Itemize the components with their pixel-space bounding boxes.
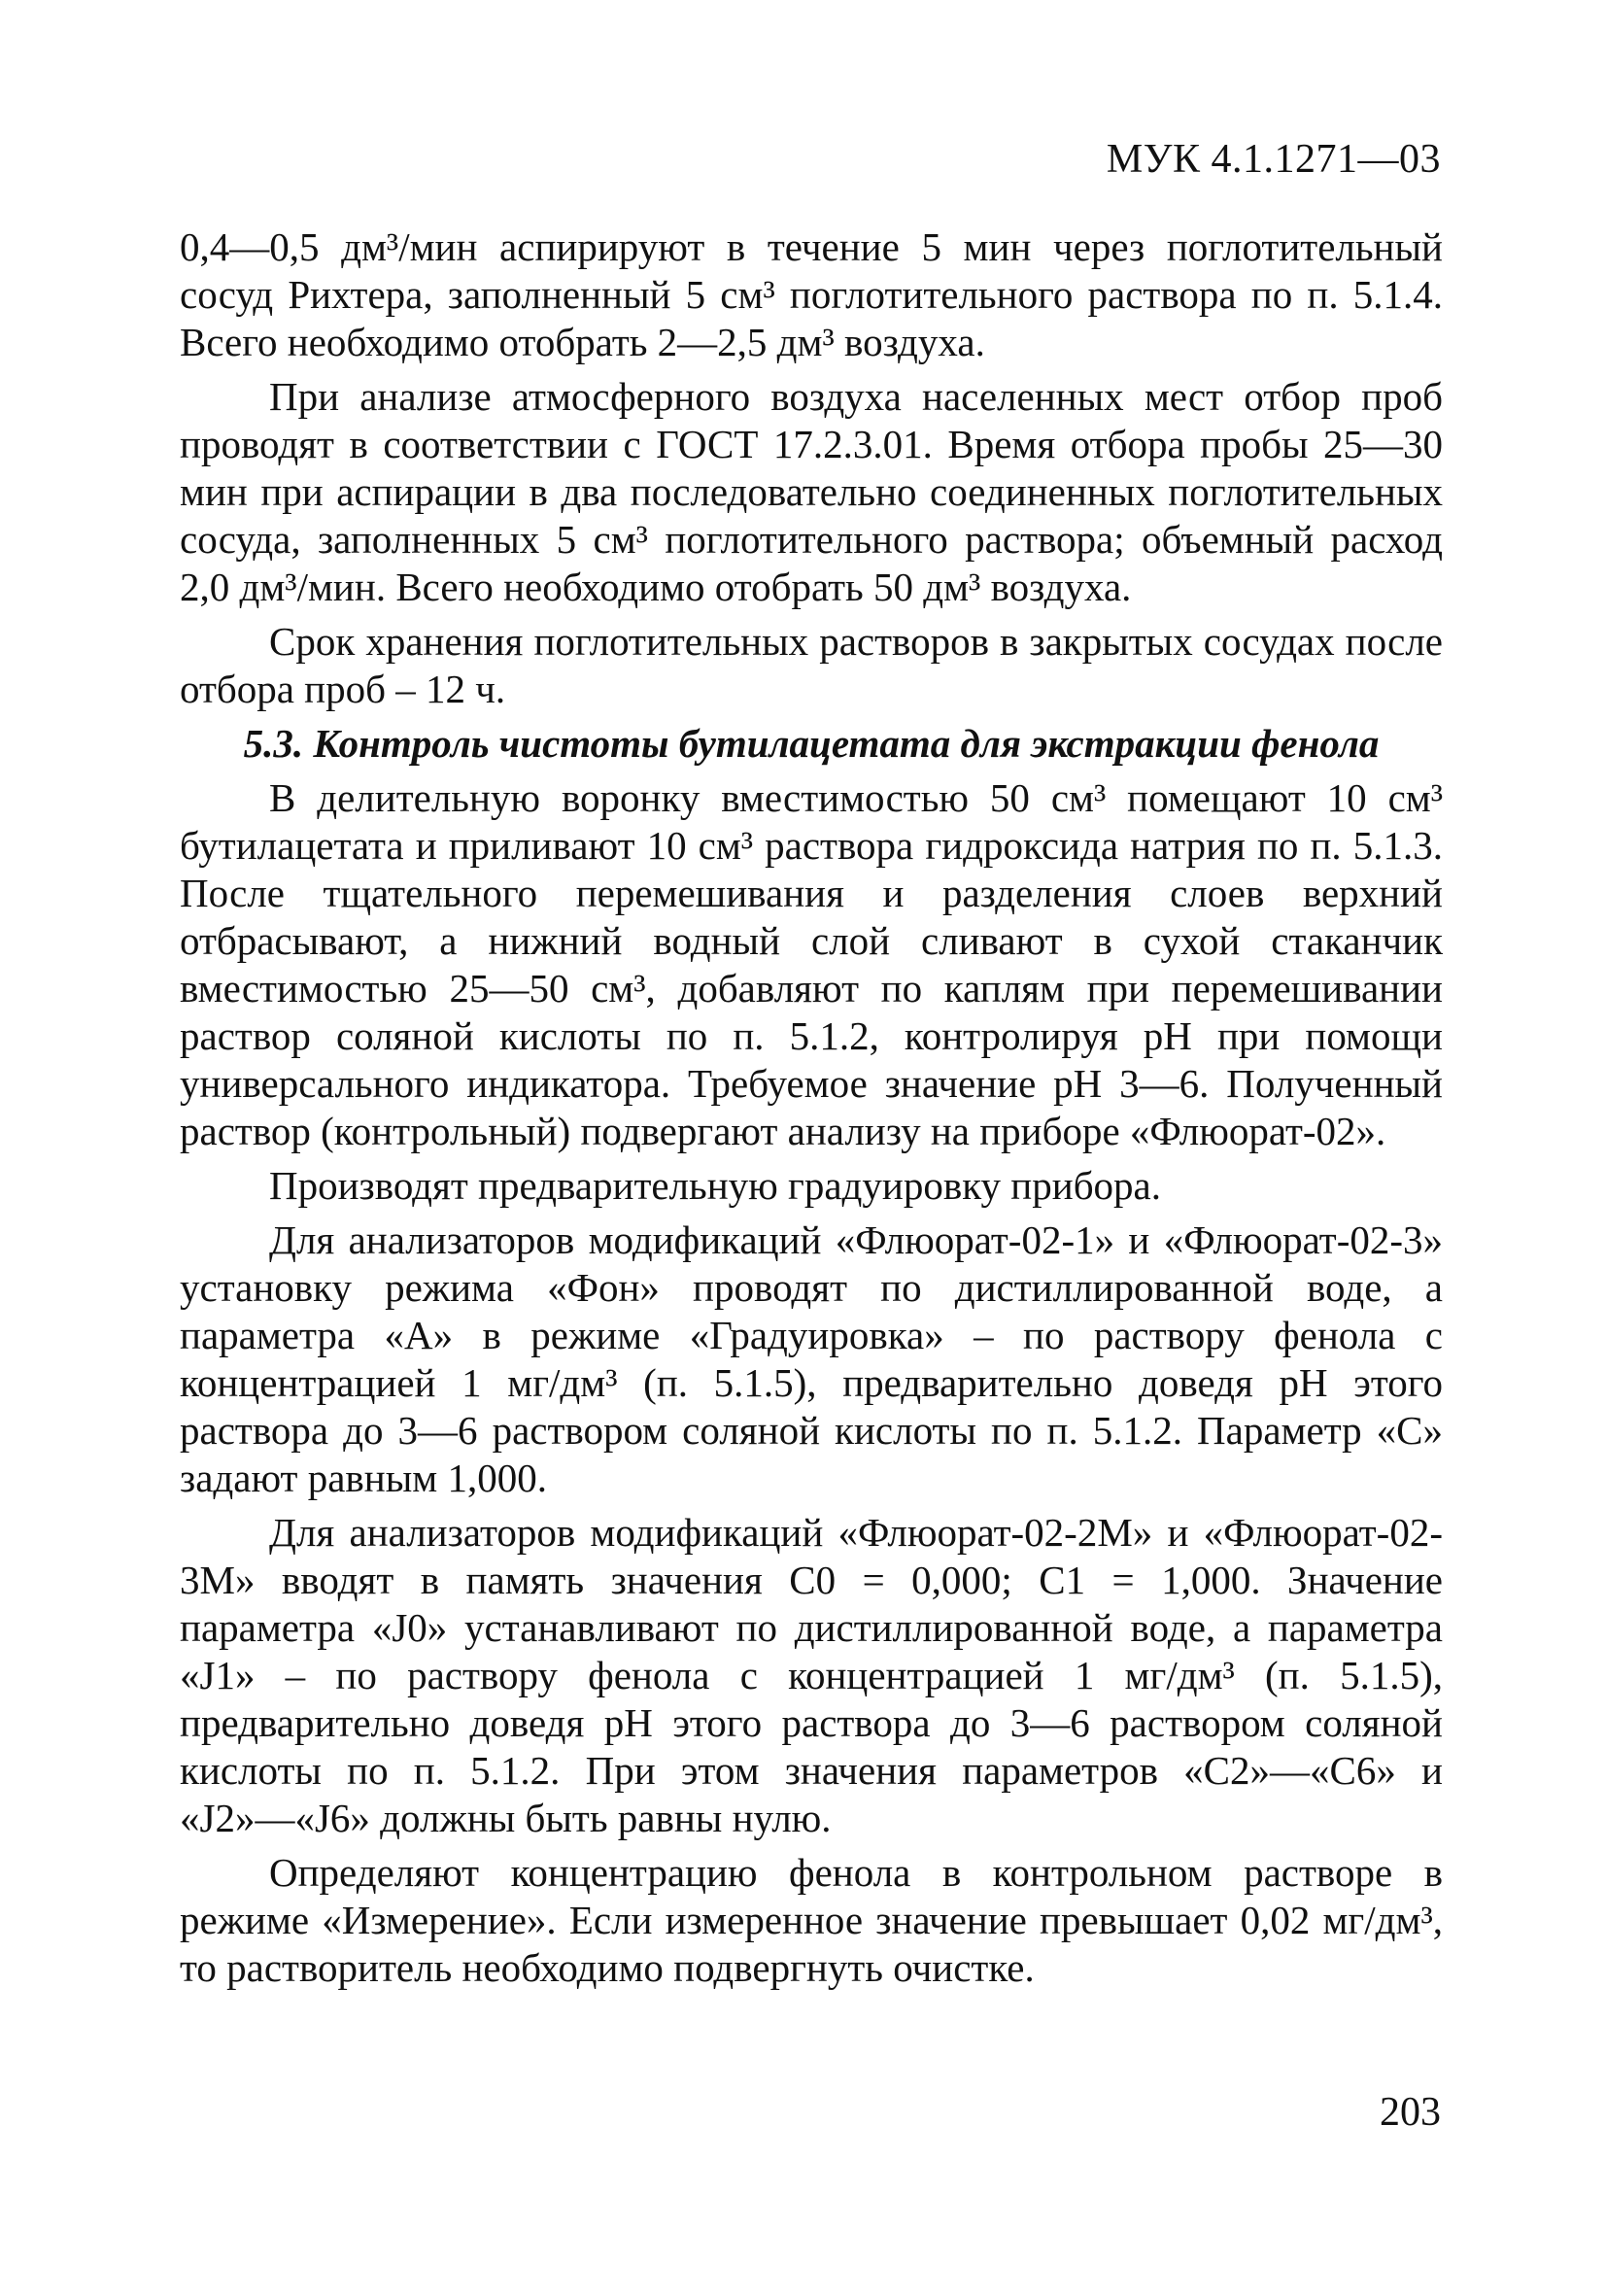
paragraph-fluorat-02-1-3: Для анализаторов модификаций «Флюорат-02-1» и «Флюорат-02-3» установку режима «Фон» проводят по дистиллированной воде, а параметра «А» в режиме «Градуировка» – по раствору фенола с концентрацией 1 мг/дм³ (п. 5.1.5), предварительно доведя pH этого раствора до 3—6 раствором соляной кислоты по п. 5.1.2. Параметр «С» задают равным 1,000. [180, 1217, 1443, 1500]
paragraph-aspiration: 0,4—0,5 дм³/мин аспирируют в течение 5 мин через поглотительный сосуд Рихтера, заполненный 5 см³ поглотительного раствора по п. 5.1.4. Всего необходимо отобрать 2—2,5 дм³ воздуха. [180, 224, 1443, 364]
paragraph-separation-procedure: В делительную воронку вместимостью 50 см³ помещают 10 см³ бутилацетата и приливают 10 см³ раствора гидроксида натрия по п. 5.1.3. После тщательного перемешивания и разделения слоев верхний отбрасывают, а нижний водный слой сливают в сухой стаканчик вместимостью 25—50 см³, добавляют по каплям при перемешивании раствор соляной кислоты по п. 5.1.2, контролируя pH при помощи универсального индикатора. Требуемое значение pH 3—6. Полученный раствор (контрольный) подвергают анализу на приборе «Флюорат-02». [180, 775, 1443, 1153]
page-number: 203 [1380, 2090, 1441, 2135]
document-code-header: МУК 4.1.1271—03 [1106, 137, 1441, 182]
paragraph-calibration-intro: Производят предварительную градуировку прибора. [269, 1163, 1161, 1208]
paragraph-fluorat-02-2m-3m: Для анализаторов модификаций «Флюорат-02-2М» и «Флюорат-02-3М» вводят в память значения С0 = 0,000; С1 = 1,000. Значение параметра «J0» устанавливают по дистиллированной воде, а параметра «J1» – по раствору фенола с концентрацией 1 мг/дм³ (п. 5.1.5), предварительно доведя pH этого раствора до 3—6 раствором соляной кислоты по п. 5.1.2. При этом значения параметров «С2»—«С6» и «J2»—«J6» должны быть равны нулю. [180, 1510, 1443, 1840]
paragraph-storage-period: Срок хранения поглотительных растворов в закрытых сосудах после отбора проб – 12 ч. [180, 619, 1443, 711]
section-heading: 5.3. Контроль чистоты бутилацетата для экстракции фенола [243, 721, 1380, 766]
document-body [180, 223, 1443, 1999]
paragraph-measurement: Определяют концентрацию фенола в контрольном растворе в режиме «Измерение». Если измеренное значение превышает 0,02 мг/дм³, то растворитель необходимо подвергнуть очистке. [180, 1850, 1443, 1990]
paragraph-atmospheric-sampling: При анализе атмосферного воздуха населенных мест отбор проб проводят в соответствии с ГОСТ 17.2.3.01. Время отбора пробы 25—30 мин при аспирации в два последовательно соединенных поглотительных сосуда, заполненных 5 см³ поглотительного раствора; объемный расход 2,0 дм³/мин. Всего необходимо отобрать 50 дм³ воздуха. [180, 374, 1443, 609]
